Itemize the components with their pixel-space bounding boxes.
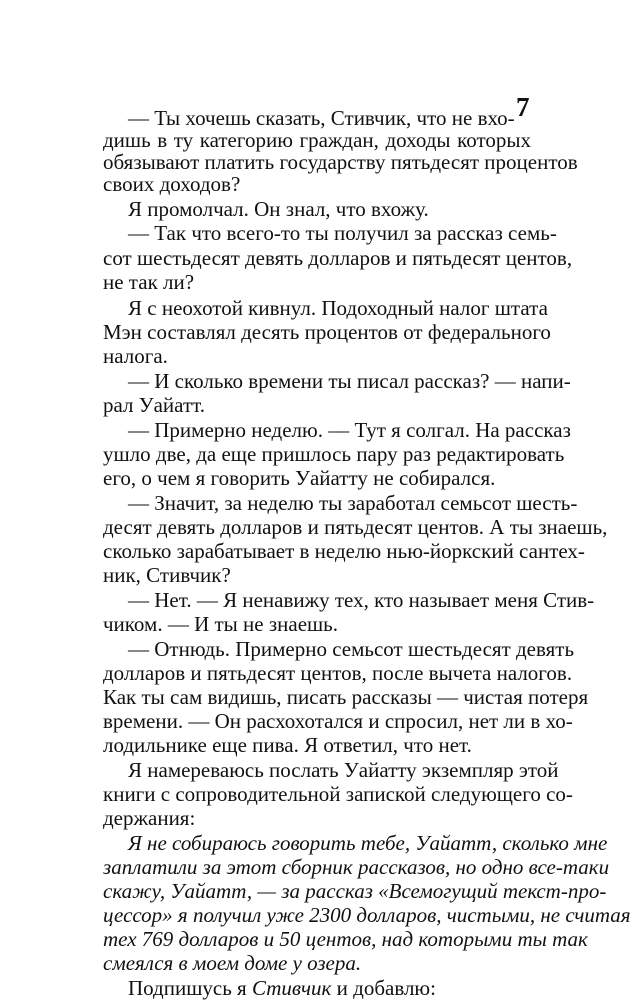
text-line: Как ты сам видишь, писать рассказы — чистая потеря (103, 685, 589, 709)
text-line: Я с неохотой кивнул. Подоходный налог штата (128, 296, 548, 320)
text-line: Я не собираюсь говорить тебе, Уайатт, сколько мне (128, 831, 608, 855)
text-line: — И сколько времени ты писал рассказ? — напи- (128, 369, 571, 393)
text-line: рал Уайатт. (103, 393, 205, 417)
text-line: его, о чем я говорить Уайатту не собирался. (103, 466, 496, 490)
text-line: держания: (103, 806, 196, 830)
text-line: — Примерно неделю. — Тут я солгал. На рассказ (128, 418, 571, 442)
text-line: книги с сопроводительной запиской следующего со- (103, 782, 573, 806)
text-line: тех 769 долларов и 50 центов, над которыми ты так (103, 927, 588, 951)
text-line: своих доходов? (103, 172, 241, 196)
text-line: цессор» я получил уже 2300 долларов, чистыми, не считая (103, 903, 631, 927)
closing-suffix: и добавлю: (331, 976, 436, 1000)
text-line: ник, Стивчик? (103, 563, 231, 587)
text-line: сот шестьдесят девять долларов и пятьдесят центов, (103, 246, 573, 270)
text-line: Я промолчал. Он знал, что вхожу. (128, 197, 429, 221)
closing-name: Стивчик (251, 976, 332, 1000)
text-line: Мэн составлял десять процентов от федерального (103, 320, 551, 344)
text-line: не так ли? (103, 270, 195, 294)
text-line: долларов и пятьдесят центов, после вычета налогов. (103, 661, 573, 685)
text-line: сколько зарабатывает в неделю нью-йоркский сантех- (103, 539, 585, 563)
text-line: дишь в ту категорию граждан, доходы которых (103, 128, 531, 152)
text-line: — Отнюдь. Примерно семьсот шестьдесят девять (128, 637, 575, 661)
page-number: 7 (516, 92, 530, 122)
text-line: налога. (103, 344, 168, 368)
text-line: — Значит, за неделю ты заработал семьсот шесть- (128, 491, 578, 515)
text-line: скажу, Уайатт, — за рассказ «Всемогущий текст-про- (103, 879, 607, 903)
text-line: десят девять долларов и пятьдесят центов. А ты знаешь, (103, 515, 608, 539)
text-line: — Нет. — Я ненавижу тех, кто называет меня Стив- (128, 588, 595, 612)
text-line: обязывают платить государству пятьдесят процентов (103, 150, 578, 174)
text-line: — Так что всего-то ты получил за рассказ семь- (128, 221, 557, 245)
text-line: ушло две, да еще пришлось пару раз редактировать (103, 442, 565, 466)
text-line: лодильнике еще пива. Я ответил, что нет. (103, 733, 472, 757)
text-line: времени. — Он расхохотался и спросил, нет ли в хо- (103, 709, 573, 733)
text-line: Я намереваюсь послать Уайатту экземпляр этой (128, 758, 559, 782)
text-line: — Ты хочешь сказать, Стивчик, что не вхо- (128, 106, 515, 130)
closing-line (128, 978, 436, 999)
text-line: заплатили за этот сборник рассказов, но одно все-таки (103, 855, 610, 879)
text-line: чиком. — И ты не знаешь. (103, 612, 339, 636)
closing-prefix: Подпишусь я (128, 976, 252, 1000)
text-line: смеялся в моем доме у озера. (103, 951, 362, 975)
